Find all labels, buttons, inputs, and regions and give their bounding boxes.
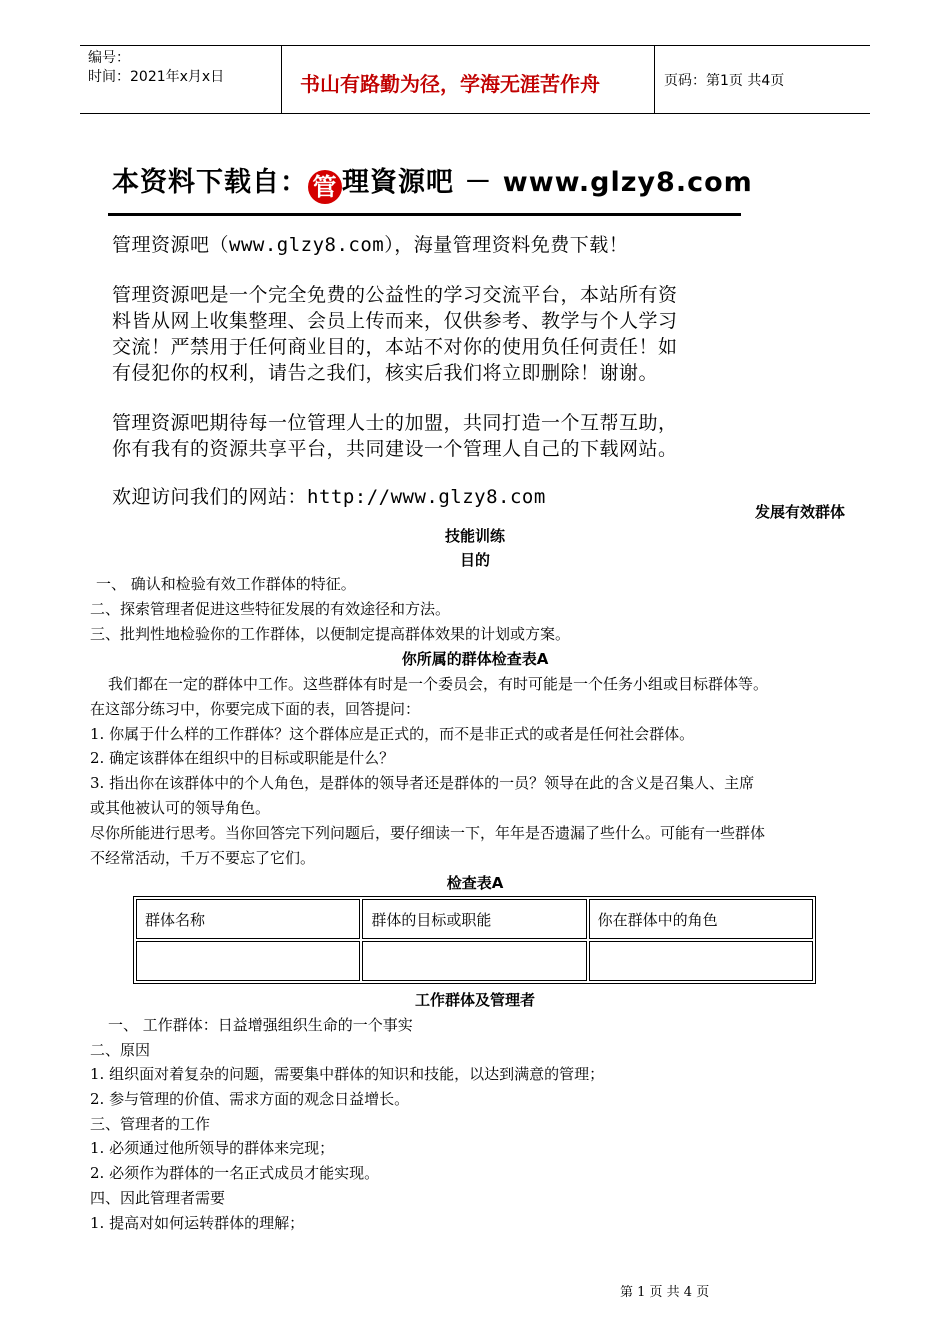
paragraph-line-1: 我们都在一定的群体中工作。这些群体有时是一个委员会，有时可能是一个任务小组或目标群体等。 [108,675,769,693]
heading-checklist: 你所属的群体检查表A [401,650,549,668]
section-line: 2. 参与管理的价值、需求方面的观念日益增长。 [90,1090,410,1108]
paragraph-line-3: 1. 你属于什么样的工作群体？这个群体应是正式的，而不是非正式的或者是任何社会群体。 [90,725,695,743]
doc-time-label: 时间：2021年x月x日 [88,69,225,85]
heading-purpose: 目的 [459,551,490,569]
banner-title [112,160,753,204]
purpose-item-3: 三、批判性地检验你的工作群体，以便制定提高群体效果的计划或方案。 [90,625,571,643]
paragraph-line-8: 不经常活动，千万不要忘了它们。 [90,849,316,867]
table-header-cell: 群体的目标或职能 [362,899,586,939]
banner-line-5: 有侵犯你的权利，请告之我们，核实后我们将立即删除！谢谢。 [112,362,659,384]
section-line: 二、原因 [90,1041,151,1059]
header-motto: 书山有路勤为径，学海无涯苦作舟 [300,72,600,96]
paragraph-line-6: 或其他被认可的领导角色。 [90,799,271,817]
banner-line-1: 管理资源吧（www.glzy8.com），海量管理资料免费下载！ [112,234,629,256]
table-row [136,941,813,981]
page-counter-label: 页码：第1页 共4页 [664,73,785,89]
banner-line-7: 你有我有的资源共享平台，共同建设一个管理人自己的下载网站。 [112,438,678,460]
paragraph-line-5: 3. 指出你在该群体中的个人角色，是群体的领导者还是群体的一员？领导在此的含义是召集人、主席 [90,774,755,792]
banner-title-suffix: 理資源吧 － www.glzy8.com [342,167,753,198]
paragraph-line-2: 在这部分练习中，你要完成下面的表，回答提问： [90,700,421,718]
table-header-cell: 群体名称 [136,899,360,939]
purpose-item-2: 二、探索管理者促进这些特征发展的有效途径和方法。 [90,600,451,618]
purpose-item-1: 一、 确认和检验有效工作群体的特征。 [96,575,356,593]
heading-work-groups: 工作群体及管理者 [414,991,535,1009]
section-line: 一、 工作群体：日益增强组织生命的一个事实 [108,1016,413,1034]
table-header-cell: 你在群体中的角色 [589,899,813,939]
site-logo-icon: 管 [308,170,342,204]
table-empty-cell [589,941,813,981]
section-line: 1. 提高对如何运转群体的理解； [90,1214,305,1232]
header-divider-left [281,45,282,113]
paragraph-line-4: 2. 确定该群体在组织中的目标或职能是什么？ [90,749,395,767]
checklist-table [133,896,816,984]
section-line: 1. 组织面对着复杂的问题，需要集中群体的知识和技能，以达到满意的管理； [90,1065,605,1083]
paragraph-line-7: 尽你所能进行思考。当你回答完下列问题后，要仔细读一下，年年是否遗漏了些什么。可能有一些群体 [90,824,766,842]
banner-website-link[interactable]: 欢迎访问我们的网站：http://www.glzy8.com [112,486,546,508]
section-line: 三、管理者的工作 [90,1115,211,1133]
table-title: 检查表A [446,874,504,892]
heading-skill-training: 技能训练 [444,527,505,545]
doc-title: 发展有效群体 [755,503,846,521]
header-bottom-rule [80,113,870,114]
banner-line-3: 料皆从网上收集整理、会员上传而来，仅供参考、教学与个人学习 [112,310,678,332]
header-divider-right [654,45,655,113]
banner-rule [108,213,741,216]
banner-line-2: 管理资源吧是一个完全免费的公益性的学习交流平台，本站所有资 [112,284,678,306]
banner-line-4: 交流！严禁用于任何商业目的，本站不对你的使用负任何责任！如 [112,336,678,358]
section-line: 四、因此管理者需要 [90,1189,226,1207]
section-line: 2. 必须作为群体的一名正式成员才能实现。 [90,1164,380,1182]
doc-number-label: 编号： [88,50,130,66]
header-top-rule [80,45,870,46]
banner-line-6: 管理资源吧期待每一位管理人士的加盟，共同打造一个互帮互助， [112,412,678,434]
footer-page-number: 第 1 页 共 4 页 [620,1285,710,1300]
section-line: 1. 必须通过他所领导的群体来完现； [90,1139,335,1157]
banner-title-prefix: 本资料下载自： [112,167,308,198]
table-empty-cell [136,941,360,981]
table-empty-cell [362,941,586,981]
table-row [136,899,813,939]
